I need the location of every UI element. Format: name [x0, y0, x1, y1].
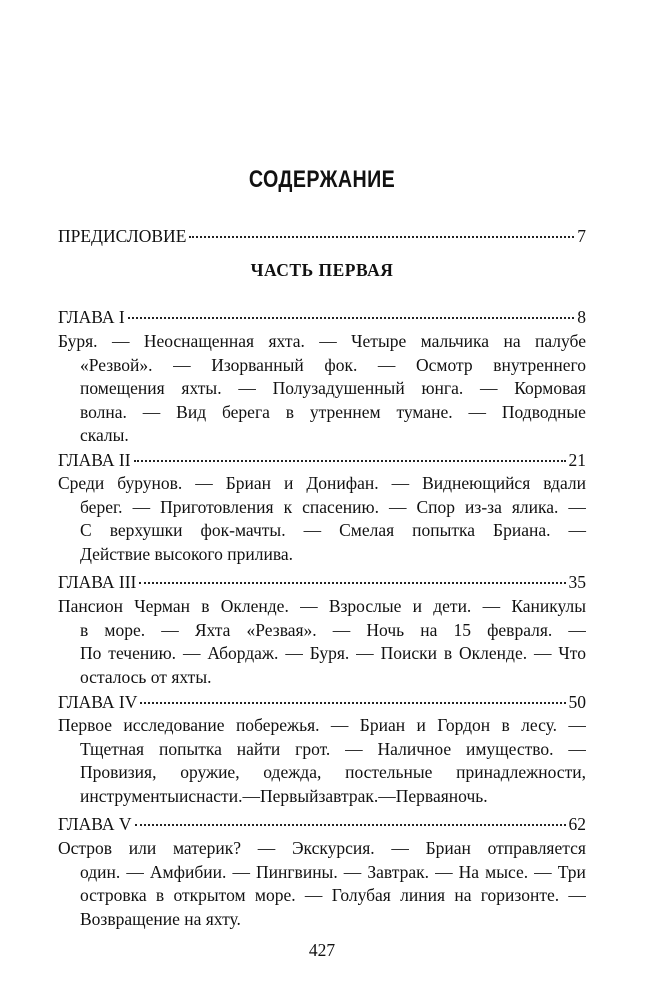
- summary-word: берега: [221, 401, 270, 422]
- summary-word: Провизия,: [80, 762, 157, 783]
- summary-word: грот.: [295, 738, 331, 759]
- summary-word: Четыре: [351, 331, 407, 351]
- summary-word: —: [343, 861, 362, 882]
- summary-word: Донифан.: [306, 473, 379, 493]
- summary-word: Абордаж.: [207, 643, 279, 664]
- summary-word: Бриан: [425, 838, 471, 858]
- summary-word: яхта.: [268, 331, 305, 351]
- dot-leader: [140, 702, 565, 704]
- summary-word: —: [242, 785, 260, 806]
- summary-word: и: [412, 596, 422, 616]
- summary-line: [58, 761, 586, 785]
- summary-word: Взрослые: [328, 596, 402, 616]
- summary-word: берег.: [80, 496, 123, 517]
- summary-word: один.: [80, 861, 121, 882]
- summary-word: море.: [104, 619, 146, 640]
- summary-word: попытка: [412, 520, 476, 541]
- summary-word: —: [285, 643, 303, 664]
- summary-word: лесу.: [521, 715, 558, 735]
- toc-entry-chapter-1[interactable]: [58, 305, 586, 329]
- chapter-summary: [58, 472, 586, 566]
- summary-word: —: [238, 378, 256, 399]
- summary-word: отправляется: [487, 838, 586, 858]
- summary-word: исследование: [123, 715, 225, 735]
- summary-word: —: [161, 619, 179, 640]
- summary-word: скалы.: [80, 425, 129, 446]
- toc-entry-chapter-5[interactable]: [58, 812, 586, 836]
- summary-word: на: [454, 885, 472, 906]
- summary-line: [58, 595, 586, 619]
- summary-line: [58, 519, 586, 543]
- summary-word: горизонте.: [480, 885, 560, 906]
- summary-word: в: [285, 401, 295, 422]
- summary-line: [58, 543, 586, 567]
- summary-word: или: [128, 838, 157, 858]
- toc-entry-page: 35: [568, 572, 586, 592]
- summary-word: —: [126, 861, 144, 882]
- toc-entry-page: 62: [568, 814, 586, 834]
- summary-word: Буря.: [58, 331, 98, 351]
- summary-word: постельные: [345, 762, 433, 783]
- summary-word: Три: [557, 861, 586, 882]
- summary-line: [58, 837, 586, 861]
- summary-word: «Резвая».: [246, 619, 317, 640]
- summary-word: в: [80, 619, 89, 640]
- summary-word: Окленде.: [459, 643, 528, 664]
- summary-word: открытом: [173, 885, 246, 906]
- page-number: 427: [308, 940, 336, 960]
- summary-word: фок-мачты.: [200, 520, 286, 541]
- summary-word: принадлежности,: [456, 762, 586, 783]
- summary-word: Подводные: [501, 401, 586, 422]
- summary-word: —: [319, 331, 337, 351]
- summary-word: вдали: [543, 473, 586, 493]
- summary-word: к: [283, 496, 293, 517]
- part-title: ЧАСТЬ ПЕРВАЯ: [250, 260, 394, 280]
- chapter-summary: [58, 595, 586, 689]
- summary-word: Виднеющийся: [422, 473, 531, 493]
- summary-word: февраля.: [487, 619, 553, 640]
- summary-word: —: [377, 354, 396, 375]
- summary-line: [58, 472, 586, 496]
- summary-word: имущество.: [465, 738, 554, 759]
- summary-word: —: [111, 331, 130, 351]
- summary-word: Черман: [134, 596, 190, 616]
- summary-word: Первый: [259, 785, 319, 806]
- summary-word: завтрак.: [318, 785, 379, 806]
- summary-line: [58, 861, 586, 885]
- summary-line: [58, 496, 586, 520]
- summary-word: Яхта: [194, 619, 231, 640]
- toc-page: [58, 0, 586, 1000]
- summary-word: Первое: [58, 715, 113, 735]
- summary-word: Среди: [58, 473, 105, 493]
- summary-word: в: [155, 885, 165, 906]
- summary-word: —: [182, 643, 201, 664]
- summary-line: [58, 666, 586, 690]
- summary-word: Изорванный: [211, 354, 304, 375]
- summary-word: —: [482, 596, 501, 616]
- summary-word: ночь.: [448, 785, 488, 806]
- summary-word: —: [534, 643, 552, 664]
- summary-word: Неоснащенная: [143, 331, 255, 351]
- summary-word: —: [568, 520, 586, 541]
- toc-entry-label: ПРЕДИСЛОВИЕ: [58, 226, 187, 246]
- summary-word: линия: [400, 885, 446, 906]
- summary-word: —: [257, 838, 276, 858]
- summary-word: найти: [236, 738, 281, 759]
- summary-word: Осмотр: [416, 354, 473, 375]
- summary-word: Кормовая: [514, 378, 586, 399]
- summary-word: —: [173, 354, 191, 375]
- summary-word: дети.: [433, 596, 472, 616]
- toc-entry-label: ГЛАВА III: [58, 572, 137, 592]
- summary-word: течению.: [108, 643, 177, 664]
- summary-word: юнга.: [421, 378, 464, 399]
- summary-line: [58, 401, 586, 425]
- summary-word: —: [345, 738, 363, 759]
- summary-line: [58, 619, 586, 643]
- summary-word: С: [80, 520, 92, 541]
- summary-word: Приготовления: [160, 496, 274, 517]
- chapter-summary: [58, 330, 586, 448]
- summary-word: Действие высокого прилива.: [80, 543, 293, 564]
- summary-word: Смелая: [339, 520, 395, 541]
- summary-word: —: [303, 520, 322, 541]
- summary-word: Возвращение на яхту.: [80, 908, 241, 929]
- toc-entry-page: 50: [568, 692, 586, 712]
- summary-word: —: [568, 496, 586, 517]
- summary-word: мальчика: [420, 331, 490, 351]
- summary-word: Вид: [176, 401, 207, 422]
- summary-word: —: [300, 596, 318, 616]
- summary-word: осталось от яхты.: [80, 666, 212, 687]
- summary-word: —: [132, 496, 151, 517]
- summary-word: —: [568, 738, 586, 759]
- summary-word: одежда,: [263, 762, 322, 783]
- summary-line: [58, 377, 586, 401]
- toc-entry-label: ГЛАВА IV: [58, 692, 138, 712]
- summary-line: [58, 642, 586, 666]
- summary-word: Завтрак.: [367, 861, 429, 882]
- summary-word: островка: [80, 885, 147, 906]
- summary-word: снасти.: [188, 785, 243, 806]
- page-title: СОДЕРЖАНИЕ: [248, 166, 396, 193]
- dot-leader: [189, 236, 574, 238]
- summary-word: —: [330, 715, 349, 735]
- summary-word: Остров: [58, 838, 113, 858]
- summary-word: материк?: [172, 838, 242, 858]
- dot-leader: [128, 317, 575, 319]
- summary-word: Голубая: [331, 885, 391, 906]
- summary-word: 15: [453, 619, 471, 640]
- summary-word: мысе.: [485, 861, 529, 882]
- summary-word: —: [391, 473, 410, 493]
- summary-word: —: [388, 496, 407, 517]
- summary-line: [58, 884, 586, 908]
- summary-word: Пингвины.: [256, 861, 338, 882]
- summary-word: Окленде.: [220, 596, 289, 616]
- summary-word: побережья.: [235, 715, 320, 735]
- summary-word: Бриан: [359, 715, 406, 735]
- summary-word: утреннем: [309, 401, 381, 422]
- toc-entry-chapter-2[interactable]: [58, 448, 586, 472]
- summary-line: [58, 330, 586, 354]
- summary-word: яхты.: [181, 378, 222, 399]
- summary-word: на: [420, 619, 438, 640]
- summary-word: —: [568, 619, 586, 640]
- summary-line: [58, 354, 586, 378]
- summary-word: Каникулы: [511, 596, 586, 616]
- summary-word: —: [568, 885, 586, 906]
- summary-line: [58, 785, 586, 809]
- summary-word: —: [534, 861, 552, 882]
- summary-word: на: [503, 331, 521, 351]
- summary-word: Буря.: [309, 643, 350, 664]
- summary-word: На: [458, 861, 480, 882]
- chapter-summary: [58, 714, 586, 808]
- summary-word: Первая: [395, 785, 449, 806]
- toc-entry-preface[interactable]: [58, 224, 586, 248]
- summary-line: [58, 424, 586, 448]
- summary-word: инструменты: [80, 785, 180, 806]
- summary-word: Полузадушенный: [272, 378, 405, 399]
- summary-word: спасению.: [302, 496, 379, 517]
- summary-word: Бриан: [225, 473, 271, 493]
- summary-word: Ночь: [366, 619, 405, 640]
- summary-word: Бриана.: [493, 520, 551, 541]
- toc-entry-label: ГЛАВА I: [58, 307, 125, 327]
- summary-word: —: [479, 378, 498, 399]
- summary-word: в: [501, 715, 510, 735]
- summary-word: —: [568, 715, 586, 735]
- summary-word: и: [283, 473, 294, 493]
- toc-entry-page: 7: [577, 226, 586, 246]
- summary-word: ялика.: [511, 496, 559, 517]
- summary-word: волна.: [80, 401, 127, 422]
- summary-word: —: [195, 473, 213, 493]
- summary-word: в: [443, 643, 453, 664]
- summary-word: —: [391, 838, 409, 858]
- summary-line: [58, 714, 586, 738]
- summary-word: По: [80, 643, 102, 664]
- summary-word: помещения: [80, 378, 165, 399]
- summary-word: Спор: [416, 496, 456, 517]
- summary-word: из-за: [465, 496, 502, 517]
- summary-word: фок.: [324, 354, 358, 375]
- summary-word: Что: [558, 643, 586, 664]
- toc-entry-label: ГЛАВА V: [58, 814, 132, 834]
- summary-word: и: [179, 785, 189, 806]
- summary-word: —: [142, 401, 161, 422]
- summary-word: Экскурсия.: [291, 838, 375, 858]
- dot-leader: [135, 824, 566, 826]
- summary-word: в: [201, 596, 210, 616]
- summary-word: —: [435, 861, 453, 882]
- dot-leader: [139, 582, 565, 584]
- summary-word: Гордон: [437, 715, 491, 735]
- toc-entry-chapter-3[interactable]: [58, 570, 586, 594]
- summary-word: бурунов.: [117, 473, 183, 493]
- summary-word: верхушки: [109, 520, 183, 541]
- summary-word: попытка: [158, 738, 222, 759]
- summary-word: —: [304, 885, 323, 906]
- summary-word: —: [378, 785, 396, 806]
- chapter-summary: [58, 837, 586, 931]
- toc-entry-label: ГЛАВА II: [58, 450, 131, 470]
- summary-word: —: [356, 643, 374, 664]
- toc-entry-chapter-4[interactable]: [58, 690, 586, 714]
- summary-word: палубе: [534, 331, 586, 351]
- summary-word: тумане.: [396, 401, 453, 422]
- summary-word: и: [416, 715, 426, 735]
- toc-entry-page: 21: [568, 450, 586, 470]
- summary-word: Поиски: [380, 643, 437, 664]
- summary-word: внутреннего: [493, 354, 586, 375]
- summary-word: оружие,: [180, 762, 240, 783]
- summary-line: [58, 908, 586, 932]
- summary-word: Тщетная: [80, 738, 145, 759]
- dot-leader: [134, 460, 566, 462]
- summary-line: [58, 738, 586, 762]
- summary-word: Амфибии.: [149, 861, 227, 882]
- summary-word: —: [332, 619, 351, 640]
- summary-word: —: [232, 861, 250, 882]
- toc-entry-page: 8: [577, 307, 586, 327]
- summary-word: Наличное: [377, 738, 452, 759]
- summary-word: Пансион: [58, 596, 124, 616]
- summary-word: море.: [254, 885, 296, 906]
- summary-word: —: [468, 401, 487, 422]
- summary-word: «Резвой».: [80, 354, 153, 375]
